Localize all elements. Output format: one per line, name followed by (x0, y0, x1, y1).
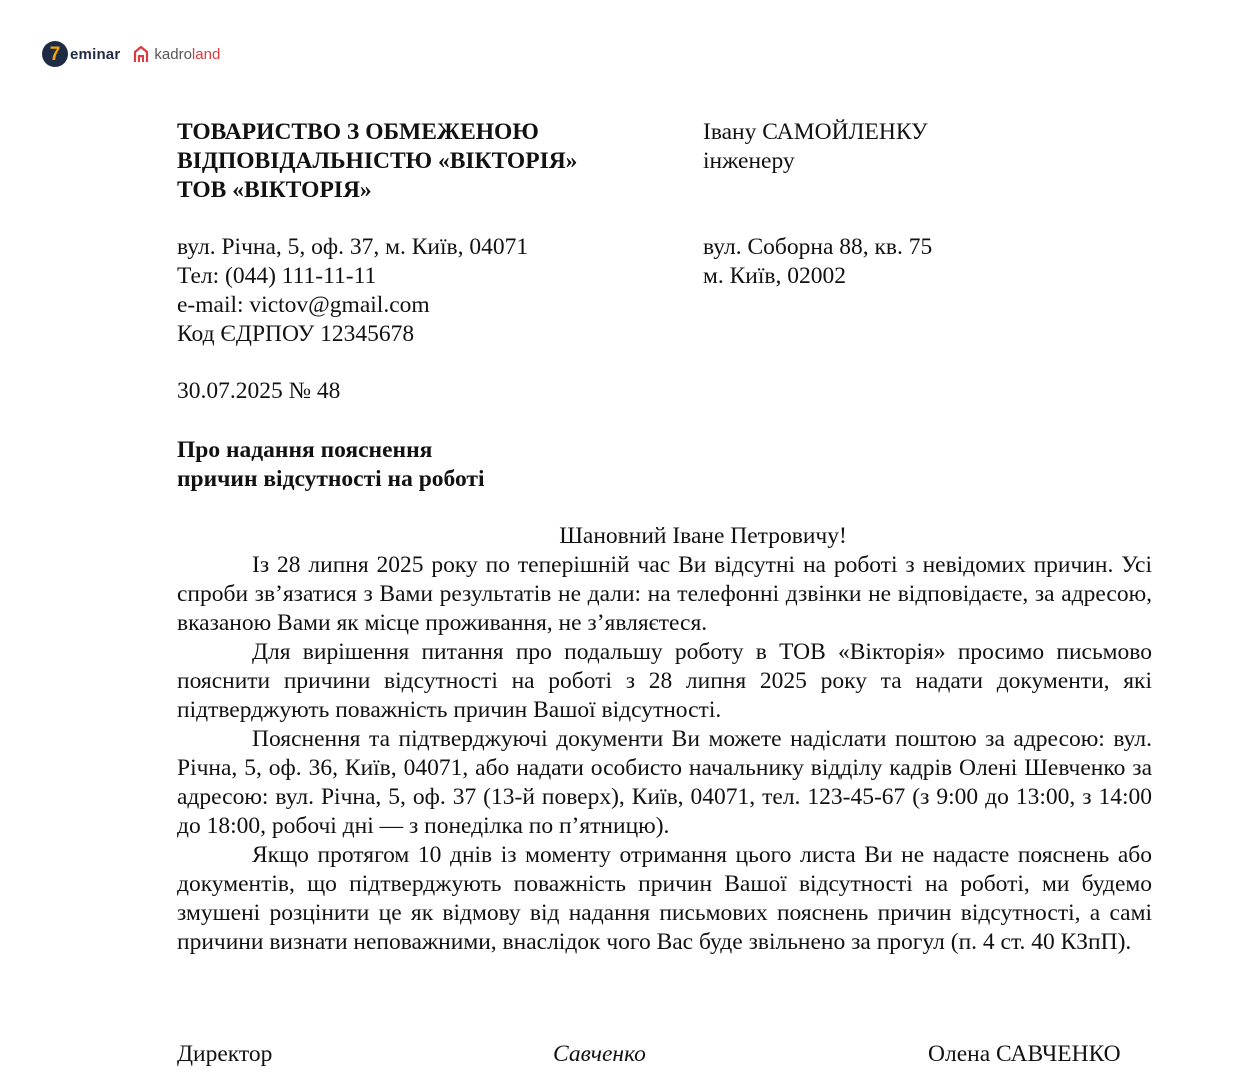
signatory-name: Олена САВЧЕНКО (928, 1041, 1121, 1067)
kadroland-house-icon (132, 44, 150, 64)
sender-name-line: ТОВ «ВІКТОРІЯ» (177, 177, 372, 203)
sender-name-line: ТОВАРИСТВО З ОБМЕЖЕНОЮ (177, 119, 539, 145)
letter-subject (177, 436, 485, 494)
salutation: Шановний Іване Петровичу! (559, 523, 847, 549)
letter-body (177, 551, 1152, 957)
sender-email: e-mail: victov@gmail.com (177, 292, 430, 318)
recipient-address (703, 233, 932, 291)
sender-name-line: ВІДПОВІДАЛЬНІСТЮ «ВІКТОРІЯ» (177, 148, 578, 174)
header-logos (42, 38, 220, 70)
kadroland-logo-text-main: kadro (154, 45, 192, 63)
sender-edrpou-code: Код ЄДРПОУ 12345678 (177, 321, 415, 347)
seminar-logo (42, 41, 120, 67)
sender-organization-name (177, 118, 577, 205)
handwritten-signature: Савченко (553, 1041, 646, 1067)
recipient-name-block (703, 118, 928, 176)
kadroland-logo (132, 44, 220, 64)
letter-subject-line: причин відсутності на роботі (177, 466, 485, 492)
letter-subject-line: Про надання пояснення (177, 437, 433, 463)
seminar-logo-text: eminar (70, 45, 121, 63)
body-paragraph: Пояснення та підтверджуючі документи Ви можете надіслати поштою за адресою: вул. Річна, 5, оф. 36, Київ, 04071, або надати особисто начальнику відділу кадрів Олені Шевченко за адресою: вул. Річна, 5, оф. 37 (13-й поверх), Київ, 04071, тел. 123-45-67 (з 9:00 до 13:00, з 14:00 до 18:00, робочі дні — з понеділка по п’ятницю). (177, 726, 1152, 839)
sender-contacts (177, 233, 528, 349)
letter-date-number: 30.07.2025 № 48 (177, 378, 341, 404)
body-paragraph: Для вирішення питання про подальшу роботу в ТОВ «Вікторія» просимо письмово пояснити причини відсутності на роботі з 28 липня 2025 року та надати документи, які підтверджують поважність причин Вашої відсутності. (177, 639, 1152, 723)
recipient-address-line: м. Київ, 02002 (703, 263, 846, 289)
kadroland-logo-text (154, 46, 220, 63)
sender-phone: Тел: (044) 111-11-11 (177, 263, 377, 289)
recipient-address-line: вул. Соборна 88, кв. 75 (703, 234, 933, 260)
kadroland-logo-text-accent: land (191, 45, 221, 63)
body-paragraph: Із 28 липня 2025 року по теперішній час Ви відсутні на роботі з невідомих причин. Усі спроби зв’язатися з Вами результатів не дали: на телефонні дзвінки не відповідаєте, за адресою, вказаною Вами як місце проживання, не з’являєтеся. (177, 552, 1152, 636)
sender-address: вул. Річна, 5, оф. 37, м. Київ, 04071 (177, 234, 529, 260)
seminar-logo-mark: 7 (42, 41, 68, 67)
body-paragraph: Якщо протягом 10 днів із моменту отримання цього листа Ви не надасте пояснень або документів, що підтверджують поважність причин Вашої відсутності на роботі, ми будемо змушені розцінити це як відмову від надання письмових пояснень причин відсутності, а самі причини визнати неповажними, внаслідок чого Вас буде звільнено за прогул (п. 4 ст. 40 КЗпП). (177, 842, 1152, 955)
recipient-position: інженеру (703, 148, 795, 174)
recipient-name: Івану САМОЙЛЕНКУ (703, 119, 928, 145)
signatory-position: Директор (177, 1041, 273, 1067)
